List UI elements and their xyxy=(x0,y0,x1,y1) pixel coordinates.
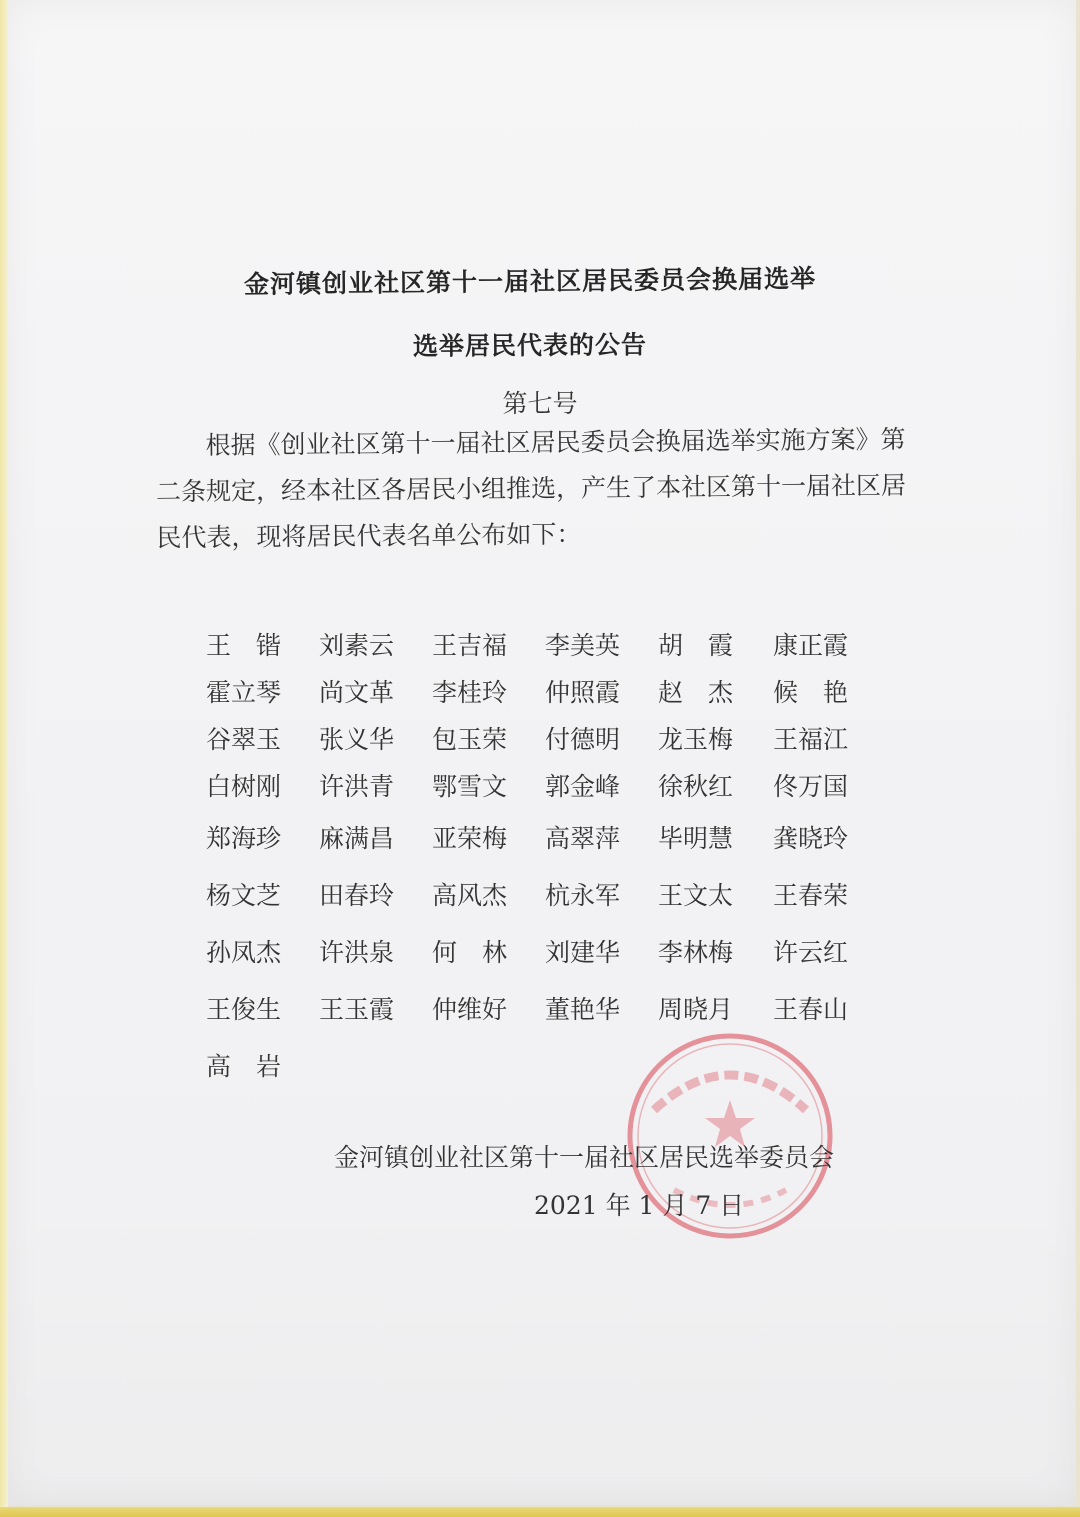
representative-name: 龙玉梅 xyxy=(658,724,734,754)
representative-name: 王俊生 xyxy=(206,994,282,1024)
representative-name: 许洪泉 xyxy=(319,937,395,967)
representative-name: 李桂玲 xyxy=(432,677,508,707)
representative-name: 高风杰 xyxy=(432,880,508,910)
representative-name: 赵 杰 xyxy=(658,677,734,707)
representative-list xyxy=(206,620,886,1093)
representative-name: 刘建华 xyxy=(545,937,621,967)
page-edge-bottom xyxy=(0,1507,1080,1517)
representative-name: 候 艳 xyxy=(772,677,848,707)
representative-name: 王春荣 xyxy=(772,880,848,910)
representative-name: 董艳华 xyxy=(545,994,621,1024)
representative-name: 付德明 xyxy=(545,724,621,754)
representative-name: 康正霞 xyxy=(772,630,848,660)
representative-name: 王玉霞 xyxy=(319,994,395,1024)
representative-name: 刘素云 xyxy=(319,630,395,660)
representative-name: 仲维好 xyxy=(432,994,508,1024)
issuing-committee: 金河镇创业社区第十一届社区居民选举委员会 xyxy=(334,1143,835,1172)
name-row xyxy=(206,865,886,922)
name-row xyxy=(206,979,886,1036)
issue-number: 第七号 xyxy=(502,389,578,418)
representative-name: 高 岩 xyxy=(206,1051,282,1081)
representative-name: 王春山 xyxy=(772,994,848,1024)
representative-name: 张义华 xyxy=(319,724,395,754)
representative-name: 霍立琴 xyxy=(206,677,282,707)
document-title: 金河镇创业社区第十一届社区居民委员会换届选举 xyxy=(243,264,817,299)
representative-name: 王文太 xyxy=(658,880,734,910)
name-row xyxy=(206,620,886,667)
representative-name: 李美英 xyxy=(545,630,621,660)
name-row xyxy=(206,667,886,714)
representative-name: 白树刚 xyxy=(206,771,282,801)
representative-name: 杨文芝 xyxy=(206,880,282,910)
announcement-body: 根据《创业社区第十一届社区居民委员会换届选举实施方案》第二条规定，经本社区各居民小组推选，产生了本社区第十一届社区居民代表，现将居民代表名单公布如下： xyxy=(155,424,907,553)
representative-name: 李林梅 xyxy=(658,937,734,967)
representative-name: 龚晓玲 xyxy=(772,823,848,853)
representative-name: 尚文革 xyxy=(319,677,395,707)
name-row xyxy=(206,714,886,761)
representative-name: 徐秋红 xyxy=(658,771,734,801)
representative-name: 亚荣梅 xyxy=(432,823,508,853)
representative-name: 郭金峰 xyxy=(545,771,621,801)
representative-name: 高翠萍 xyxy=(545,823,621,853)
representative-name: 许云红 xyxy=(772,937,848,967)
representative-name: 何 林 xyxy=(432,937,508,967)
representative-name: 许洪青 xyxy=(319,771,395,801)
representative-name: 孙凤杰 xyxy=(206,937,282,967)
representative-name: 包玉荣 xyxy=(432,724,508,754)
representative-name: 郑海珍 xyxy=(206,823,282,853)
representative-name: 王吉福 xyxy=(432,630,508,660)
issue-date: 2021 年 1 月 7 日 xyxy=(534,1191,745,1220)
representative-name: 田春玲 xyxy=(319,880,395,910)
name-row xyxy=(206,761,886,808)
representative-name: 谷翠玉 xyxy=(206,724,282,754)
page-edge xyxy=(0,0,8,1517)
representative-name: 周晓月 xyxy=(658,994,734,1024)
representative-name: 鄂雪文 xyxy=(432,771,508,801)
representative-name: 杭永军 xyxy=(545,880,621,910)
representative-name: 王福江 xyxy=(772,724,848,754)
representative-name: 麻满昌 xyxy=(319,823,395,853)
representative-name: 仲照霞 xyxy=(545,677,621,707)
representative-name: 毕明慧 xyxy=(658,823,734,853)
name-row xyxy=(206,922,886,979)
document-subtitle: 选举居民代表的公告 xyxy=(412,330,648,361)
representative-name: 胡 霞 xyxy=(658,630,734,660)
representative-name: 佟万国 xyxy=(772,771,848,801)
name-row xyxy=(206,808,886,865)
representative-name: 王 锴 xyxy=(206,630,282,660)
